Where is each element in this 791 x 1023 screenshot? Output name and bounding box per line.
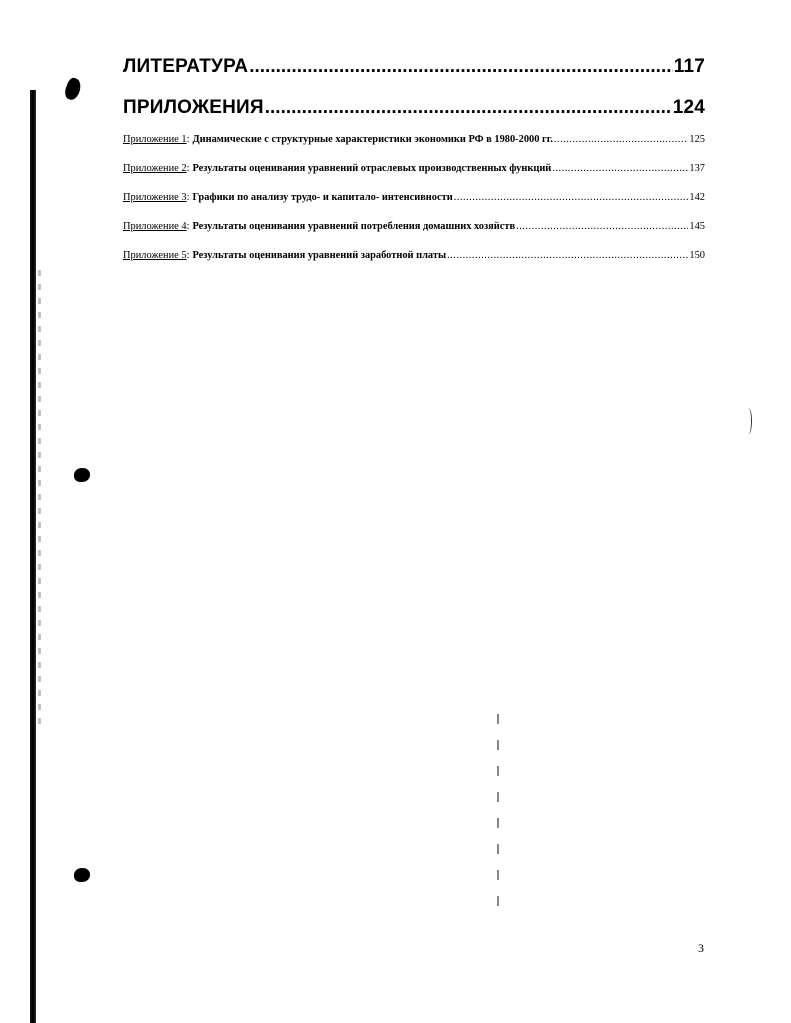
appendix-link[interactable]: Приложение 4 bbox=[123, 221, 187, 232]
appendix-link[interactable]: Приложение 2 bbox=[123, 163, 187, 174]
appendix-title: Динамические с структурные характеристики экономики РФ в 1980-2000 гг. bbox=[192, 134, 553, 145]
punch-hole-mark bbox=[74, 868, 90, 882]
page-crease-line bbox=[497, 714, 499, 920]
appendix-link[interactable]: Приложение 5 bbox=[123, 250, 187, 261]
punch-hole-mark bbox=[74, 468, 90, 482]
appendix-title: Результаты оценивания уравнений потребления домашних хозяйств bbox=[192, 221, 516, 232]
dot-leader bbox=[552, 163, 688, 174]
appendix-page: 150 bbox=[689, 250, 705, 261]
toc-appendix-2[interactable]: Приложение 2 : Результаты оценивания уравнений отраслевых производственных функций ..... 137 bbox=[123, 163, 705, 174]
toc-appendix-3[interactable]: Приложение 3 : Графики по анализу трудо- и капитало- интенсивности ..... 142 bbox=[123, 192, 705, 203]
appendix-page: 137 bbox=[689, 163, 705, 174]
toc-appendix-1[interactable]: Приложение 1 : Динамические с структурные характеристики экономики РФ в 1980-2000 гг. ..... 125 bbox=[123, 134, 705, 145]
dot-leader bbox=[249, 56, 673, 78]
appendix-title: Результаты оценивания уравнений отраслевых производственных функций bbox=[192, 163, 552, 174]
appendix-link[interactable]: Приложение 1 bbox=[123, 134, 187, 145]
stray-bracket-mark bbox=[745, 408, 752, 434]
appendix-page: 125 bbox=[689, 134, 705, 145]
binding-edge-shadow bbox=[30, 90, 36, 1023]
appendix-title: Результаты оценивания уравнений заработной платы bbox=[192, 250, 447, 261]
punch-hole-mark bbox=[63, 76, 84, 101]
toc-entry-literature[interactable] bbox=[123, 56, 705, 78]
appendix-link[interactable]: Приложение 3 bbox=[123, 192, 187, 203]
appendix-page: 145 bbox=[689, 221, 705, 232]
toc-entry-title: ПРИЛОЖЕНИЯ bbox=[123, 97, 264, 118]
dot-leader bbox=[516, 221, 688, 232]
page-number: 3 bbox=[698, 941, 704, 955]
dot-leader bbox=[265, 97, 672, 119]
toc-appendix-5[interactable]: Приложение 5 : Результаты оценивания уравнений заработной платы ..... 150 bbox=[123, 250, 705, 261]
dot-leader bbox=[447, 250, 688, 261]
toc-entry-title: ЛИТЕРАТУРА bbox=[123, 56, 249, 77]
toc-appendix-4[interactable]: Приложение 4 : Результаты оценивания уравнений потребления домашних хозяйств ..... 145 bbox=[123, 221, 705, 232]
toc-entry-appendices[interactable] bbox=[123, 97, 705, 119]
binding-edge-noise bbox=[38, 270, 41, 730]
appendix-page: 142 bbox=[689, 192, 705, 203]
toc-entry-page: 124 bbox=[672, 97, 705, 118]
toc-entry-page: 117 bbox=[673, 56, 705, 77]
dot-leader bbox=[554, 134, 689, 145]
dot-leader bbox=[454, 192, 689, 203]
appendix-title: Графики по анализу трудо- и капитало- интенсивности bbox=[192, 192, 453, 203]
